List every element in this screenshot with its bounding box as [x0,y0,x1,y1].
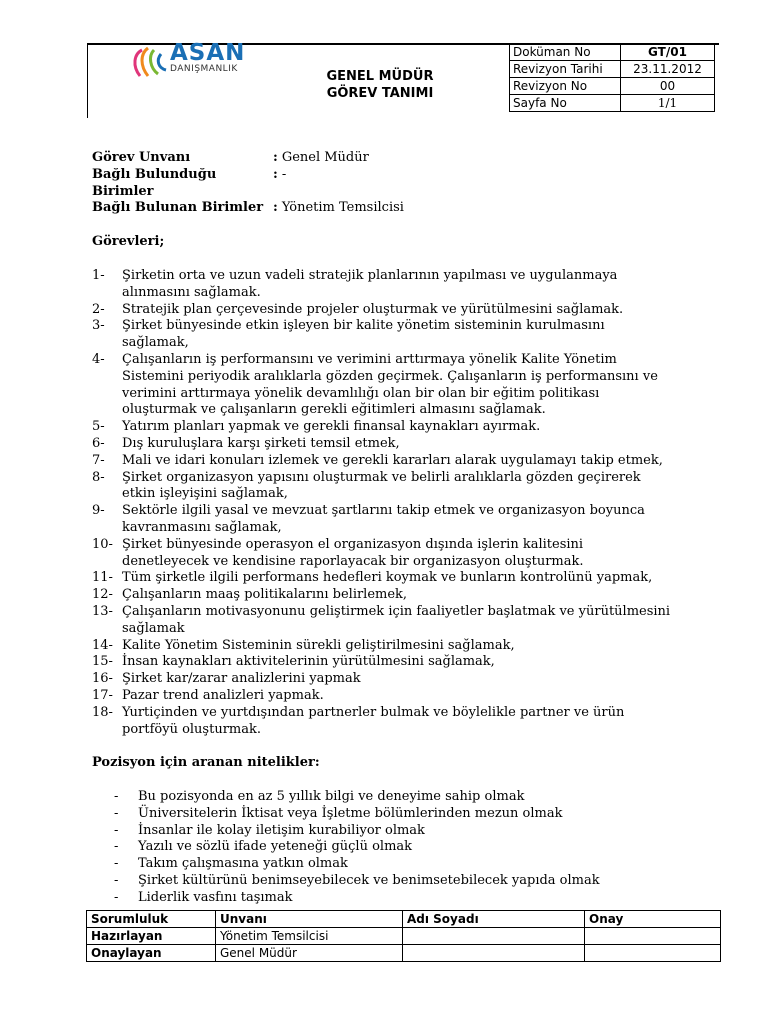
info-value: - [281,166,287,182]
meta-value: 1/1 [621,95,715,112]
requirement-item [92,823,672,840]
duty-item [92,419,672,436]
duty-number: 3- [92,318,105,334]
duty-item [92,503,672,537]
requirement-dash: - [114,856,119,872]
duty-item [92,352,672,419]
duty-item [92,587,672,604]
approval-row [87,945,721,962]
meta-label: Doküman No [510,44,621,61]
logo-swirl-icon [128,46,168,80]
duty-item [92,470,672,504]
approval-sign [585,928,721,945]
requirement-item [92,873,672,890]
approval-row [87,928,721,945]
duty-text: Stratejik plan çerçevesinde projeler oluşturmak ve yürütülmesini sağlamak. [122,301,624,317]
duty-item [92,570,672,587]
info-value: Genel Müdür [281,150,369,165]
approval-table [86,910,721,962]
duty-item [92,453,672,470]
duty-item [92,671,672,688]
meta-label: Sayfa No [510,95,621,112]
duty-text: Şirket bünyesinde operasyon el organizasyon dışında işlerin kalitesini denetleyecek ve kendisine raporlayacak bir organizasyon oluşturmak. [122,536,584,569]
info-row [92,167,672,201]
duty-number: 16- [92,671,113,687]
duty-item [92,268,672,302]
requirement-text: Liderlik vasfını taşımak [138,889,293,905]
requirement-text: Yazılı ve sözlü ifade yeteneği güçlü olmak [138,839,413,855]
meta-row [510,61,715,78]
job-info [92,150,672,217]
info-row [92,200,672,217]
approval-header: Sorumluluk [87,911,216,928]
meta-value: 23.11.2012 [621,61,715,78]
document-body [92,150,672,907]
duty-text: Çalışanların maaş politikalarını belirlemek, [122,587,408,603]
duties-list [92,268,672,738]
duty-item [92,705,672,739]
duty-number: 4- [92,351,105,367]
duty-number: 12- [92,587,113,603]
duty-text: Sektörle ilgili yasal ve mevzuat şartlarını takip etmek ve organizasyon boyunca kavranmasını sağlamak, [122,503,645,535]
duty-number: 2- [92,301,105,317]
duty-text: Çalışanların motivasyonunu geliştirmek için faaliyetler başlatmak ve yürütülmesini sağlamak [122,603,671,636]
approval-role: Hazırlayan [87,928,216,945]
duty-number: 5- [92,419,105,435]
meta-value: 00 [621,78,715,95]
duty-number: 17- [92,687,113,703]
requirement-text: Bu pozisyonda en az 5 yıllık bilgi ve deneyime sahip olmak [138,789,525,805]
requirement-item [92,856,672,873]
info-colon: : [273,166,278,182]
requirement-dash: - [114,839,119,855]
approval-role: Onaylayan [87,945,216,962]
duty-item [92,318,672,352]
requirement-text: Şirket kültürünü benimseyebilecek ve benimsetebilecek yapıda olmak [138,873,600,889]
approval-header: Unvanı [216,911,403,928]
info-label: Bağlı Bulunan Birimler [92,200,264,216]
duty-text: Pazar trend analizleri yapmak. [122,687,324,703]
duty-text: Şirketin orta ve uzun vadeli stratejik planlarının yapılması ve uygulanmaya alınmasını sağlamak. [122,267,618,300]
requirement-item [92,789,672,806]
info-label: Bağlı Bulunduğu Birimler [92,166,217,199]
info-colon: : [273,200,278,216]
requirement-item [92,890,672,907]
duty-text: Yatırım planları yapmak ve gerekli finansal kaynakları ayırmak. [122,419,541,435]
requirement-dash: - [114,873,119,889]
duty-item [92,436,672,453]
meta-label: Revizyon No [510,78,621,95]
duty-number: 18- [92,704,113,720]
duty-number: 13- [92,603,113,619]
approval-title: Yönetim Temsilcisi [216,928,403,945]
info-value: Yönetim Temsilcisi [281,200,404,216]
info-label: Görev Unvanı [92,150,191,165]
duty-text: Şirket organizasyon yapısını oluşturmak ve belirli aralıklarla gözden geçirerek etkin işleyişini sağlamak, [122,469,641,502]
duty-number: 15- [92,654,113,670]
requirements-title: Pozisyon için aranan nitelikler: [92,755,320,771]
duty-number: 1- [92,267,105,283]
duty-number: 7- [92,452,105,468]
meta-value: GT/01 [621,44,715,61]
approval-name [403,928,585,945]
document-meta-table [509,43,715,112]
duty-text: Mali ve idari konuları izlemek ve gerekli kararları alarak uygulamayı takip etmek, [122,452,663,468]
duty-number: 9- [92,503,105,519]
duty-number: 6- [92,435,105,451]
approval-header: Onay [585,911,721,928]
approval-header-row [87,911,721,928]
approval-title: Genel Müdür [216,945,403,962]
requirement-dash: - [114,805,119,821]
duty-item [92,604,672,638]
meta-row [510,95,715,112]
approval-header: Adı Soyadı [403,911,585,928]
requirement-text: İnsanlar ile kolay iletişim kurabiliyor olmak [138,822,425,838]
duty-text: Dış kuruluşlara karşı şirketi temsil etmek, [122,435,400,451]
requirement-item [92,806,672,823]
duty-text: İnsan kaynakları aktivitelerinin yürütülmesini sağlamak, [122,654,495,670]
requirements-list [92,789,672,907]
duty-item [92,302,672,319]
approval-name [403,945,585,962]
requirement-item [92,839,672,856]
duty-item [92,688,672,705]
duty-item [92,537,672,571]
duty-text: Kalite Yönetim Sisteminin sürekli geliştirilmesini sağlamak, [122,637,515,653]
duty-number: 11- [92,570,113,586]
duty-text: Çalışanların iş performansını ve verimini arttırmaya yönelik Kalite Yönetim Sistemini periyodik aralıklarla gözden geçirmek. Çalışanların iş performansını ve verimini arttırmaya yönelik devamlılığı olan bir olan bir eğitim politikası oluşturmak ve çalışanların gerekli eğitimleri almasını sağlamak. [122,351,658,418]
info-row [92,150,672,167]
duty-number: 10- [92,536,113,552]
requirement-dash: - [114,822,119,838]
info-colon: : [273,150,278,165]
document-title [285,68,475,102]
duty-text: Yurtiçinden ve yurtdışından partnerler bulmak ve böylelikle partner ve ürün portföyü oluşturmak. [122,704,625,737]
title-line-2: GÖREV TANIMI [326,86,434,101]
meta-row [510,44,715,61]
title-line-1: GENEL MÜDÜR [326,69,434,84]
requirement-dash: - [114,889,119,905]
logo-name: ASAN [170,40,246,66]
duty-text: Şirket kar/zarar analizlerini yapmak [122,671,361,687]
duty-item [92,654,672,671]
duties-title: Görevleri; [92,234,165,250]
duty-number: 8- [92,469,105,485]
requirement-dash: - [114,789,119,805]
company-logo [128,42,258,82]
duty-text: Şirket bünyesinde etkin işleyen bir kalite yönetim sisteminin kurulmasını sağlamak, [122,318,605,351]
duty-number: 14- [92,637,113,653]
logo-subtitle: DANIŞMANLIK [170,64,238,74]
meta-label: Revizyon Tarihi [510,61,621,78]
duty-item [92,638,672,655]
meta-row [510,78,715,95]
approval-sign [585,945,721,962]
duty-text: Tüm şirketle ilgili performans hedefleri koymak ve bunların kontrolünü yapmak, [122,570,653,586]
requirement-text: Takım çalışmasına yatkın olmak [138,856,348,872]
requirement-text: Üniversitelerin İktisat veya İşletme bölümlerinden mezun olmak [138,805,563,821]
